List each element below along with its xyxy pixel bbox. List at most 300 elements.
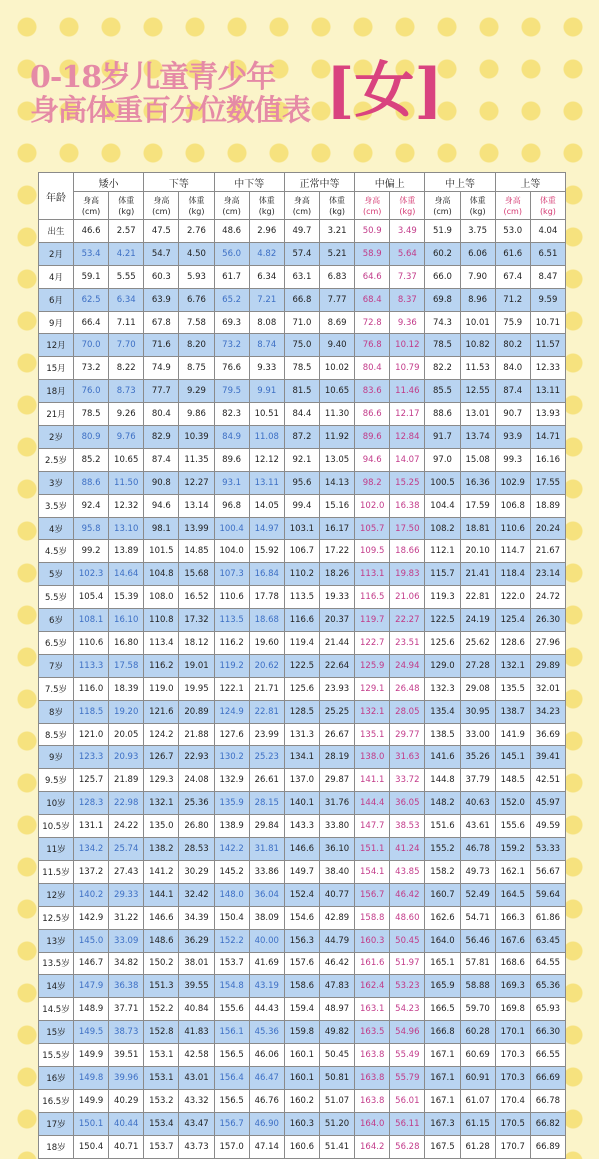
weight-cell: 18.12 (179, 632, 214, 655)
table-row (39, 1089, 566, 1112)
height-cell: 123.3 (74, 746, 109, 769)
weight-cell: 46.76 (249, 1089, 284, 1112)
weight-cell: 29.84 (249, 815, 284, 838)
table-row (39, 838, 566, 861)
weight-cell: 29.77 (390, 723, 425, 746)
weight-cell: 46.47 (249, 1066, 284, 1089)
weight-cell: 49.82 (319, 1021, 354, 1044)
table-row (39, 1066, 566, 1089)
height-cell: 125.6 (284, 677, 319, 700)
height-cell: 110.6 (74, 632, 109, 655)
height-cell: 167.1 (425, 1044, 460, 1067)
weight-cell: 14.97 (249, 517, 284, 540)
height-cell: 119.2 (214, 654, 249, 677)
height-cell: 143.3 (284, 815, 319, 838)
height-cell: 129.0 (425, 654, 460, 677)
weight-cell: 40.84 (179, 998, 214, 1021)
height-cell: 128.3 (74, 792, 109, 815)
height-cell: 91.7 (425, 426, 460, 449)
weight-cell: 24.22 (109, 815, 144, 838)
weight-cell: 25.36 (179, 792, 214, 815)
height-cell: 160.3 (355, 929, 390, 952)
weight-cell: 32.01 (530, 677, 565, 700)
height-cell: 82.3 (214, 403, 249, 426)
height-cell: 102.9 (495, 471, 530, 494)
height-cell: 157.0 (214, 1135, 249, 1158)
weight-cell: 39.51 (109, 1044, 144, 1067)
height-cell: 158.2 (425, 860, 460, 883)
height-cell: 156.1 (214, 1021, 249, 1044)
height-cell: 57.4 (284, 242, 319, 265)
weight-cell: 3.75 (460, 220, 495, 243)
table-row (39, 700, 566, 723)
weight-subheader: 体重 (kg) (530, 192, 565, 220)
height-cell: 142.9 (74, 906, 109, 929)
table-row (39, 403, 566, 426)
weight-cell: 41.83 (179, 1021, 214, 1044)
height-cell: 64.6 (355, 265, 390, 288)
height-cell: 148.9 (74, 998, 109, 1021)
weight-cell: 51.97 (390, 952, 425, 975)
height-cell: 119.0 (144, 677, 179, 700)
weight-cell: 58.88 (460, 975, 495, 998)
weight-cell: 46.42 (319, 952, 354, 975)
weight-cell: 7.70 (109, 334, 144, 357)
age-cell: 15月 (39, 357, 74, 380)
weight-cell: 12.84 (390, 426, 425, 449)
weight-cell: 10.82 (460, 334, 495, 357)
weight-cell: 40.71 (109, 1135, 144, 1158)
height-cell: 107.3 (214, 563, 249, 586)
height-cell: 77.7 (144, 380, 179, 403)
weight-cell: 20.24 (530, 517, 565, 540)
height-cell: 132.9 (214, 769, 249, 792)
height-cell: 104.8 (144, 563, 179, 586)
height-cell: 96.8 (214, 494, 249, 517)
weight-cell: 43.47 (179, 1112, 214, 1135)
weight-cell: 66.55 (530, 1044, 565, 1067)
weight-cell: 24.72 (530, 586, 565, 609)
height-cell: 92.1 (284, 448, 319, 471)
height-cell: 66.0 (425, 265, 460, 288)
weight-cell: 66.30 (530, 1021, 565, 1044)
weight-cell: 22.81 (249, 700, 284, 723)
height-cell: 144.1 (144, 883, 179, 906)
weight-cell: 9.33 (249, 357, 284, 380)
height-cell: 153.4 (144, 1112, 179, 1135)
age-cell: 3岁 (39, 471, 74, 494)
weight-cell: 50.45 (319, 1044, 354, 1067)
age-cell: 7岁 (39, 654, 74, 677)
height-cell: 51.9 (425, 220, 460, 243)
weight-cell: 23.99 (249, 723, 284, 746)
table-row (39, 448, 566, 471)
height-cell: 76.0 (74, 380, 109, 403)
height-cell: 125.6 (425, 632, 460, 655)
height-cell: 151.1 (355, 838, 390, 861)
weight-cell: 12.55 (460, 380, 495, 403)
weight-cell: 27.96 (530, 632, 565, 655)
page-subtitle: 身高体重百分位数值表 (30, 93, 311, 127)
height-cell: 160.2 (284, 1089, 319, 1112)
height-cell: 46.6 (74, 220, 109, 243)
height-cell: 159.8 (284, 1021, 319, 1044)
height-cell: 165.9 (425, 975, 460, 998)
height-cell: 149.5 (74, 1021, 109, 1044)
height-cell: 160.3 (284, 1112, 319, 1135)
weight-cell: 45.97 (530, 792, 565, 815)
table-row (39, 883, 566, 906)
weight-cell: 25.74 (109, 838, 144, 861)
weight-cell: 44.79 (319, 929, 354, 952)
weight-cell: 66.82 (530, 1112, 565, 1135)
weight-cell: 36.05 (390, 792, 425, 815)
weight-cell: 46.78 (460, 838, 495, 861)
height-cell: 149.9 (74, 1044, 109, 1067)
weight-cell: 43.19 (249, 975, 284, 998)
height-cell: 166.8 (425, 1021, 460, 1044)
table-row (39, 975, 566, 998)
weight-cell: 24.94 (390, 654, 425, 677)
weight-cell: 50.81 (319, 1066, 354, 1089)
height-cell: 167.3 (425, 1112, 460, 1135)
height-cell: 156.5 (214, 1089, 249, 1112)
weight-cell: 29.89 (530, 654, 565, 677)
height-cell: 140.1 (284, 792, 319, 815)
weight-cell: 3.21 (319, 220, 354, 243)
weight-cell: 31.22 (109, 906, 144, 929)
weight-cell: 14.07 (390, 448, 425, 471)
height-cell: 156.5 (214, 1044, 249, 1067)
weight-cell: 15.08 (460, 448, 495, 471)
weight-cell: 59.64 (530, 883, 565, 906)
weight-cell: 9.86 (179, 403, 214, 426)
height-cell: 145.1 (495, 746, 530, 769)
weight-cell: 64.55 (530, 952, 565, 975)
weight-cell: 8.20 (179, 334, 214, 357)
height-cell: 135.1 (355, 723, 390, 746)
weight-cell: 60.69 (460, 1044, 495, 1067)
age-cell: 2.5岁 (39, 448, 74, 471)
height-cell: 71.0 (284, 311, 319, 334)
weight-cell: 18.89 (530, 494, 565, 517)
weight-cell: 29.08 (460, 677, 495, 700)
height-cell: 163.5 (355, 1021, 390, 1044)
weight-cell: 26.30 (530, 609, 565, 632)
height-cell: 141.1 (355, 769, 390, 792)
height-cell: 163.8 (355, 1044, 390, 1067)
age-cell: 12.5岁 (39, 906, 74, 929)
weight-cell: 31.81 (249, 838, 284, 861)
weight-cell: 43.32 (179, 1089, 214, 1112)
age-cell: 8.5岁 (39, 723, 74, 746)
height-cell: 79.5 (214, 380, 249, 403)
height-cell: 66.8 (284, 288, 319, 311)
height-cell: 53.0 (495, 220, 530, 243)
height-cell: 105.4 (74, 586, 109, 609)
weight-cell: 46.06 (249, 1044, 284, 1067)
table-row (39, 1112, 566, 1135)
age-cell: 4月 (39, 265, 74, 288)
height-cell: 148.5 (495, 769, 530, 792)
height-cell: 158.8 (355, 906, 390, 929)
age-cell: 16.5岁 (39, 1089, 74, 1112)
weight-cell: 4.04 (530, 220, 565, 243)
height-cell: 170.5 (495, 1112, 530, 1135)
height-cell: 138.5 (425, 723, 460, 746)
height-cell: 163.8 (355, 1066, 390, 1089)
weight-cell: 16.84 (249, 563, 284, 586)
weight-cell: 38.01 (179, 952, 214, 975)
weight-cell: 33.80 (319, 815, 354, 838)
height-cell: 72.8 (355, 311, 390, 334)
table-row (39, 632, 566, 655)
weight-cell: 21.89 (109, 769, 144, 792)
weight-cell: 38.40 (319, 860, 354, 883)
weight-cell: 11.35 (179, 448, 214, 471)
table-row (39, 906, 566, 929)
weight-cell: 19.95 (179, 677, 214, 700)
height-cell: 73.2 (214, 334, 249, 357)
height-cell: 114.7 (495, 540, 530, 563)
weight-cell: 26.48 (390, 677, 425, 700)
weight-cell: 40.44 (109, 1112, 144, 1135)
table-row (39, 220, 566, 243)
height-cell: 132.1 (144, 792, 179, 815)
height-cell: 153.7 (144, 1135, 179, 1158)
weight-cell: 9.40 (319, 334, 354, 357)
weight-cell: 21.06 (390, 586, 425, 609)
height-cell: 134.1 (284, 746, 319, 769)
sub-header-row (39, 192, 566, 220)
weight-cell: 31.76 (319, 792, 354, 815)
weight-cell: 56.28 (390, 1135, 425, 1158)
weight-cell: 61.28 (460, 1135, 495, 1158)
height-cell: 99.2 (74, 540, 109, 563)
height-subheader: 身高 (cm) (495, 192, 530, 220)
weight-cell: 10.01 (460, 311, 495, 334)
height-cell: 98.1 (144, 517, 179, 540)
height-cell: 163.1 (355, 998, 390, 1021)
height-cell: 76.8 (355, 334, 390, 357)
height-cell: 74.3 (425, 311, 460, 334)
height-cell: 116.2 (144, 654, 179, 677)
height-cell: 150.4 (214, 906, 249, 929)
table-row (39, 815, 566, 838)
weight-cell: 61.15 (460, 1112, 495, 1135)
height-cell: 162.1 (495, 860, 530, 883)
weight-cell: 28.05 (390, 700, 425, 723)
weight-cell: 61.07 (460, 1089, 495, 1112)
height-cell: 105.7 (355, 517, 390, 540)
weight-cell: 6.06 (460, 242, 495, 265)
height-cell: 110.6 (495, 517, 530, 540)
height-cell: 65.2 (214, 288, 249, 311)
table-row (39, 311, 566, 334)
weight-cell: 18.39 (109, 677, 144, 700)
group-header-row (39, 173, 566, 192)
height-cell: 134.2 (74, 838, 109, 861)
height-cell: 119.3 (425, 586, 460, 609)
weight-cell: 15.68 (179, 563, 214, 586)
height-cell: 82.2 (425, 357, 460, 380)
group-header: 矮小 (74, 173, 144, 192)
height-cell: 152.2 (144, 998, 179, 1021)
age-cell: 13.5岁 (39, 952, 74, 975)
weight-cell: 19.83 (390, 563, 425, 586)
height-cell: 122.1 (214, 677, 249, 700)
weight-cell: 27.28 (460, 654, 495, 677)
weight-subheader: 体重 (kg) (390, 192, 425, 220)
height-cell: 164.0 (355, 1112, 390, 1135)
weight-cell: 7.11 (109, 311, 144, 334)
weight-cell: 38.09 (249, 906, 284, 929)
group-header: 中下等 (214, 173, 284, 192)
height-cell: 159.2 (495, 838, 530, 861)
table-row (39, 586, 566, 609)
weight-cell: 6.34 (249, 265, 284, 288)
age-cell: 2月 (39, 242, 74, 265)
weight-cell: 16.52 (179, 586, 214, 609)
group-header: 中上等 (425, 173, 495, 192)
weight-cell: 61.86 (530, 906, 565, 929)
weight-cell: 43.61 (460, 815, 495, 838)
height-cell: 76.6 (214, 357, 249, 380)
height-subheader: 身高 (cm) (214, 192, 249, 220)
weight-cell: 40.77 (319, 883, 354, 906)
weight-cell: 65.93 (530, 998, 565, 1021)
height-cell: 135.0 (144, 815, 179, 838)
weight-cell: 8.74 (249, 334, 284, 357)
height-cell: 87.2 (284, 426, 319, 449)
weight-cell: 40.29 (109, 1089, 144, 1112)
height-cell: 146.6 (284, 838, 319, 861)
height-cell: 149.7 (284, 860, 319, 883)
weight-cell: 5.64 (390, 242, 425, 265)
height-cell: 110.2 (284, 563, 319, 586)
table-row (39, 357, 566, 380)
weight-cell: 7.58 (179, 311, 214, 334)
weight-cell: 8.69 (319, 311, 354, 334)
weight-cell: 22.64 (319, 654, 354, 677)
height-cell: 71.6 (144, 334, 179, 357)
weight-cell: 4.21 (109, 242, 144, 265)
weight-cell: 22.98 (109, 792, 144, 815)
height-cell: 85.5 (425, 380, 460, 403)
weight-cell: 11.30 (319, 403, 354, 426)
weight-cell: 24.08 (179, 769, 214, 792)
weight-cell: 14.13 (319, 471, 354, 494)
height-cell: 148.6 (144, 929, 179, 952)
table-row (39, 952, 566, 975)
table-row (39, 494, 566, 517)
weight-cell: 47.83 (319, 975, 354, 998)
weight-cell: 66.69 (530, 1066, 565, 1089)
height-cell: 59.1 (74, 265, 109, 288)
height-cell: 53.4 (74, 242, 109, 265)
height-cell: 104.4 (425, 494, 460, 517)
weight-cell: 25.23 (249, 746, 284, 769)
weight-cell: 56.01 (390, 1089, 425, 1112)
height-cell: 80.4 (144, 403, 179, 426)
percentile-table (38, 172, 566, 1159)
table-row (39, 334, 566, 357)
height-cell: 164.5 (495, 883, 530, 906)
height-cell: 108.1 (74, 609, 109, 632)
height-cell: 167.1 (425, 1066, 460, 1089)
age-cell: 11岁 (39, 838, 74, 861)
height-cell: 92.4 (74, 494, 109, 517)
weight-cell: 9.29 (179, 380, 214, 403)
height-cell: 156.7 (214, 1112, 249, 1135)
weight-cell: 14.71 (530, 426, 565, 449)
weight-cell: 57.81 (460, 952, 495, 975)
height-cell: 150.1 (74, 1112, 109, 1135)
height-cell: 166.5 (425, 998, 460, 1021)
weight-cell: 53.23 (390, 975, 425, 998)
weight-cell: 26.67 (319, 723, 354, 746)
height-cell: 66.4 (74, 311, 109, 334)
height-cell: 63.9 (144, 288, 179, 311)
height-cell: 154.1 (355, 860, 390, 883)
weight-cell: 17.32 (179, 609, 214, 632)
age-cell: 5.5岁 (39, 586, 74, 609)
weight-cell: 66.78 (530, 1089, 565, 1112)
weight-cell: 30.95 (460, 700, 495, 723)
weight-cell: 17.78 (249, 586, 284, 609)
height-cell: 156.4 (214, 1066, 249, 1089)
table-row (39, 654, 566, 677)
height-cell: 119.4 (284, 632, 319, 655)
height-cell: 118.5 (74, 700, 109, 723)
height-cell: 94.6 (355, 448, 390, 471)
height-cell: 69.3 (214, 311, 249, 334)
weight-cell: 42.58 (179, 1044, 214, 1067)
weight-cell: 30.29 (179, 860, 214, 883)
age-cell: 4岁 (39, 517, 74, 540)
weight-cell: 7.21 (249, 288, 284, 311)
table-row (39, 609, 566, 632)
height-cell: 82.9 (144, 426, 179, 449)
height-cell: 168.6 (495, 952, 530, 975)
weight-cell: 35.26 (460, 746, 495, 769)
height-cell: 164.0 (425, 929, 460, 952)
age-cell: 出生 (39, 220, 74, 243)
weight-cell: 54.96 (390, 1021, 425, 1044)
table-row (39, 746, 566, 769)
age-cell: 9岁 (39, 746, 74, 769)
weight-cell: 13.99 (179, 517, 214, 540)
weight-cell: 20.05 (109, 723, 144, 746)
weight-cell: 53.33 (530, 838, 565, 861)
weight-cell: 40.00 (249, 929, 284, 952)
age-cell: 18岁 (39, 1135, 74, 1158)
weight-cell: 27.43 (109, 860, 144, 883)
height-cell: 56.0 (214, 242, 249, 265)
age-cell: 2岁 (39, 426, 74, 449)
height-cell: 155.6 (214, 998, 249, 1021)
height-cell: 87.4 (495, 380, 530, 403)
height-cell: 140.2 (74, 883, 109, 906)
age-cell: 6岁 (39, 609, 74, 632)
height-cell: 50.9 (355, 220, 390, 243)
height-cell: 115.7 (425, 563, 460, 586)
weight-cell: 19.60 (249, 632, 284, 655)
weight-cell: 10.71 (530, 311, 565, 334)
height-cell: 170.7 (495, 1135, 530, 1158)
height-cell: 128.5 (284, 700, 319, 723)
height-subheader: 身高 (cm) (425, 192, 460, 220)
